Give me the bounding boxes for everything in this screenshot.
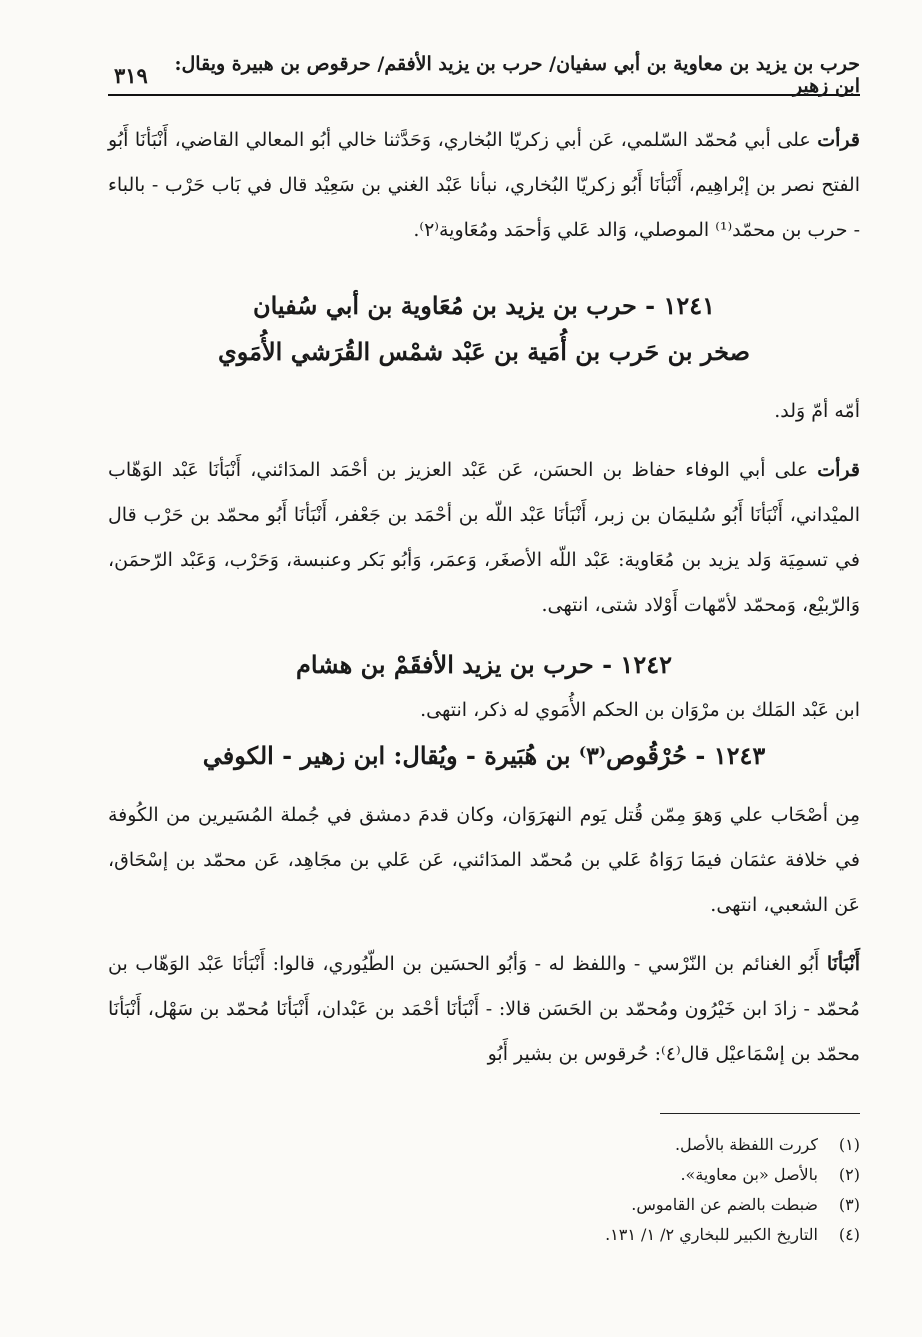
footnote-text: ضبطت بالضم عن القاموس. [631, 1195, 818, 1214]
footnote-text: التاريخ الكبير للبخاري ٢/ ١/ ١٣١. [605, 1225, 818, 1244]
entry-1241-paragraph [108, 448, 860, 628]
footnote-number: (٣) [838, 1195, 860, 1214]
entry-1242-paragraph: ابن عَبْد المَلك بن مرْوَان بن الحكم الأُمَوي له ذكر، انتهى. [420, 699, 860, 721]
page-number: ٣١٩ [114, 62, 148, 88]
footnote-text: كررت اللفظة بالأصل. [674, 1135, 818, 1154]
page-header [108, 53, 860, 97]
main-text [108, 118, 860, 1077]
paragraph-text: أَبُو الغنائم بن النّرْسي - واللفظ له - وَأبُو الحسَين بن الطّيُوري، قالوا: أَنْبَأنَا عَبْد الوَهّاب بن مُحمّد - زادَ ابن خَيْرُون ومُحمّد بن الحَسَن قالا: - أَنْبَأنَا أحْمَد بن عَبْدان، أَنْبَأنَا مُحمّد بن سَهْل، أَنْبَأنَا محمّد بن إسْمَاعيْل قال⁽٤⁾: حُرقوس بن بشير أَبُو [108, 953, 860, 1065]
entry-1241-mother: أمّه أمّ وَلد. [774, 400, 860, 422]
footnote [100, 1160, 860, 1190]
footnote [100, 1190, 860, 1220]
running-title: حرب بن يزيد بن معاوية بن أبي سفيان/ حرب بن يزيد الأفقم/ حرقوص بن هبيرة ويقال: ابن زهير [174, 53, 860, 97]
footnote-text: بالأصل «بن معاوية». [680, 1165, 818, 1184]
footnote [100, 1220, 860, 1250]
entry-1242-title: ١٢٤٢ - حرب بن يزيد الأفقَمْ بن هشام [296, 650, 672, 679]
footnote-number: (٢) [838, 1165, 860, 1184]
lead-word: قرأت [817, 129, 860, 151]
paragraph-text: على أبي مُحمّد السّلمي، عَن أبي زكريّا البُخاري، وَحَدَّثنا خالي أبُو المعالي القاضي، أَنْبَأنَا أَبُو الفتح نصر بن إبْراهِيم، أَنْبَأنَا أَبُو زكريّا البُخاري، نبأنا عَبْد الغني بن سَعِيْد قال في بَاب حَرْب - بالباء - حرب بن محمّد⁽¹⁾ الموصلي، وَالد عَلي وَأحمَد ومُعَاوية⁽٢⁾. [108, 129, 860, 241]
footnote-number: (١) [838, 1135, 860, 1154]
entry-1241-title-line1: ١٢٤١ - حرب بن يزيد بن مُعَاوية بن أبي سُفيان [252, 291, 716, 320]
footnote [100, 1130, 860, 1160]
entry-1243-title: ١٢٤٣ - حُرْقُوص⁽٣⁾ بن هُبَيرة - ويُقال: ابن زهير - الكوفي [202, 741, 766, 770]
paragraph-intro [108, 118, 860, 253]
lead-word: أَنْبَأنَا [826, 953, 860, 975]
entry-1241-title-line2: صخر بن حَرب بن أُمَية بن عَبْد شمْس القُرَشي الأُمَوي [217, 337, 751, 366]
footnote-number: (٤) [838, 1225, 860, 1244]
entry-1243-paragraph-2 [108, 942, 860, 1077]
footnote-divider [660, 1113, 860, 1114]
paragraph-text: على أبي الوفاء حفاظ بن الحسَن، عَن عَبْد العزيز بن أحْمَد المدَائني، أَنْبَأنَا عَبْد الوَهّاب الميْداني، أَنْبَأنَا أَبُو سُليمَان بن زبر، أَنْبَأنَا عَبْد اللّه بن أحْمَد بن جَعْفر، أَنْبَأنَا أَبُو محمّد بن حَرْب قال في تسمِيَة وَلد يزيد بن مُعَاوية: عَبْد اللّه الأصغَر، وَعمَر، وَأبُو بَكر وعنبسة، وَحَرْب، وَعَبْد الرّحمَن، وَالرّبيْع، وَمحمّد لأمّهات أَوْلاد شتى، انتهى. [108, 459, 860, 616]
lead-word: قرأت [817, 459, 860, 481]
footnotes [100, 1130, 860, 1250]
entry-1243-paragraph-1: مِن أصْحَاب علي وَهوَ مِمّن قُتل يَوم النهرَوَان، وكان قدمَ دمشق في جُملة المُسَيرين من الكُوفة في خلافة عثمَان فيمَا رَوَاهُ عَلي بن مُحمّد المدَائني، عَن عَلي بن مجَاهِد، عَن محمّد بن إسْحَاق، عَن الشعبي، انتهى. [108, 804, 860, 916]
